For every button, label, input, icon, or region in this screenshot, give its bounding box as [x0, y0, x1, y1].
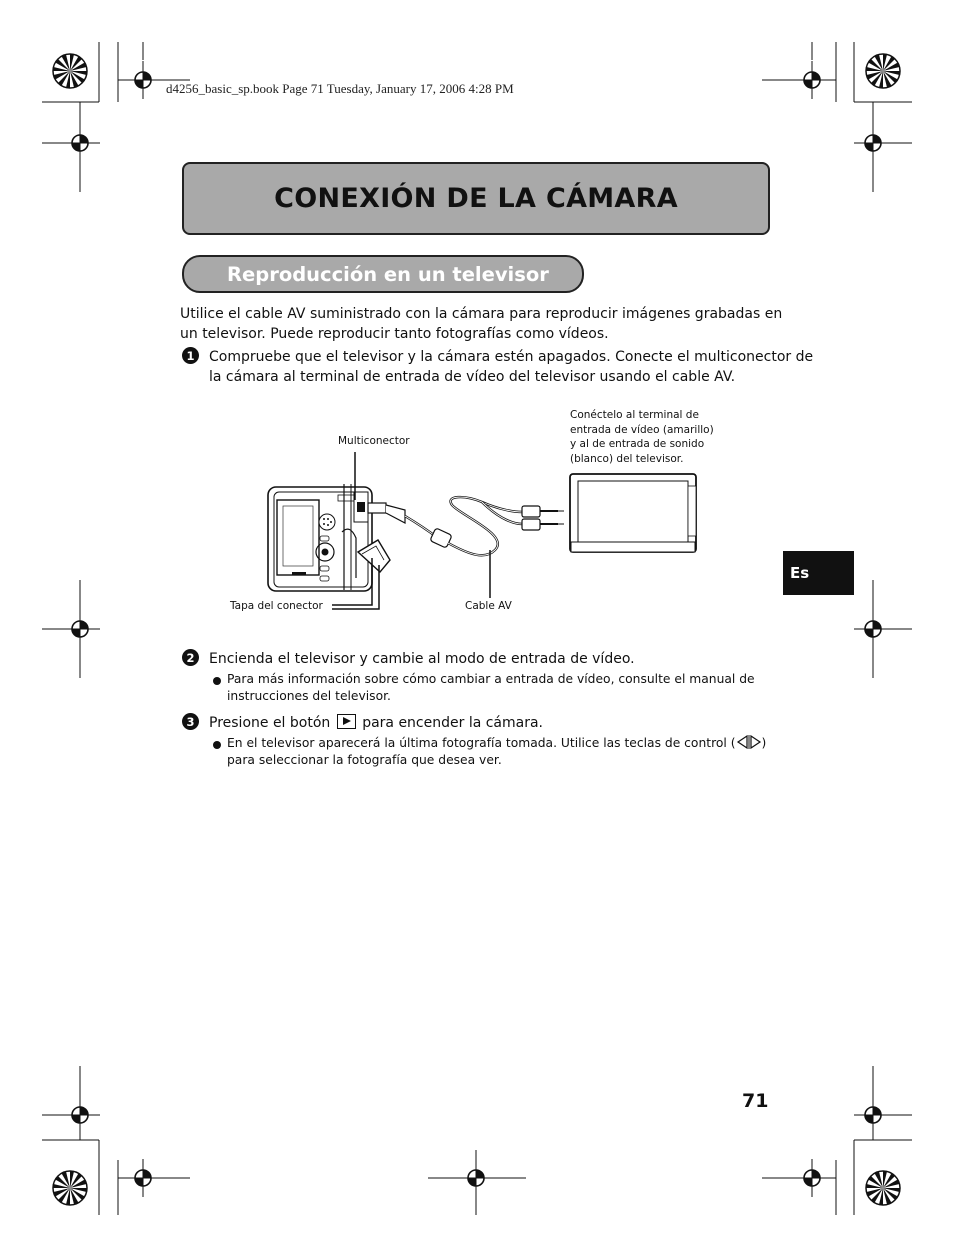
section-title: Reproducción en un televisor — [227, 262, 549, 286]
label-tapa-conector: Tapa del conector — [230, 600, 323, 612]
step-3-number: 3 — [182, 713, 199, 730]
label-tv-line-1: Conéctelo al terminal de — [570, 409, 699, 421]
label-tv-line-3: y al de entrada de sonido — [570, 438, 705, 450]
label-tv-line-4: (blanco) del televisor. — [570, 452, 684, 465]
step-2-bullet — [213, 677, 221, 685]
section-title-box — [182, 255, 584, 293]
tv-illustration — [570, 474, 696, 552]
step-3-text-pre: Presione el botón — [209, 715, 331, 731]
step-1-line-2: la cámara al terminal de entrada de vídeo del televisor usando el cable AV. — [209, 369, 736, 385]
label-cable-av: Cable AV — [465, 600, 512, 612]
label-multiconector: Multiconector — [338, 435, 410, 447]
chapter-title: CONEXIÓN DE LA CÁMARA — [274, 183, 678, 214]
step-2-note-line-2: instrucciones del televisor. — [227, 689, 391, 703]
language-tab: Es — [783, 551, 854, 595]
intro-line-1: Utilice el cable AV suministrado con la cámara para reproducir imágenes grabadas en — [180, 306, 783, 322]
chapter-title-box — [182, 162, 770, 235]
intro-line-2: un televisor. Puede reproducir tanto fotografías como vídeos. — [180, 326, 609, 342]
step-3-note-line-2: para seleccionar la fotografía que desea ver. — [227, 753, 502, 767]
step-2-note-line-1: Para más información sobre cómo cambiar a entrada de vídeo, consulte el manual de — [227, 672, 755, 686]
label-tv-line-2: entrada de vídeo (amarillo) — [570, 423, 714, 436]
page-number: 71 — [742, 1090, 769, 1112]
step-2-number: 2 — [182, 649, 199, 666]
playback-button-icon — [337, 714, 356, 729]
step-3-note-post: ) — [761, 736, 767, 750]
step-2-line-1: Encienda el televisor y cambie al modo de entrada de vídeo. — [209, 651, 635, 667]
step-3-note-line-1 — [227, 735, 766, 752]
step-1-line-1: Compruebe que el televisor y la cámara estén apagados. Conecte el multiconector de — [209, 349, 814, 365]
step-3-line-1 — [209, 713, 543, 733]
step-3-note-pre: En el televisor aparecerá la última fotografía tomada. Utilice las teclas de control ( — [227, 736, 736, 750]
book-header-line: d4256_basic_sp.book Page 71 Tuesday, January 17, 2006 4:28 PM — [166, 81, 514, 96]
step-3-text-post: para encender la cámara. — [362, 715, 544, 731]
step-3-bullet — [213, 741, 221, 749]
av-cable — [368, 497, 564, 555]
step-1-number: 1 — [182, 347, 199, 364]
left-right-arrow-keys-icon — [736, 735, 762, 749]
